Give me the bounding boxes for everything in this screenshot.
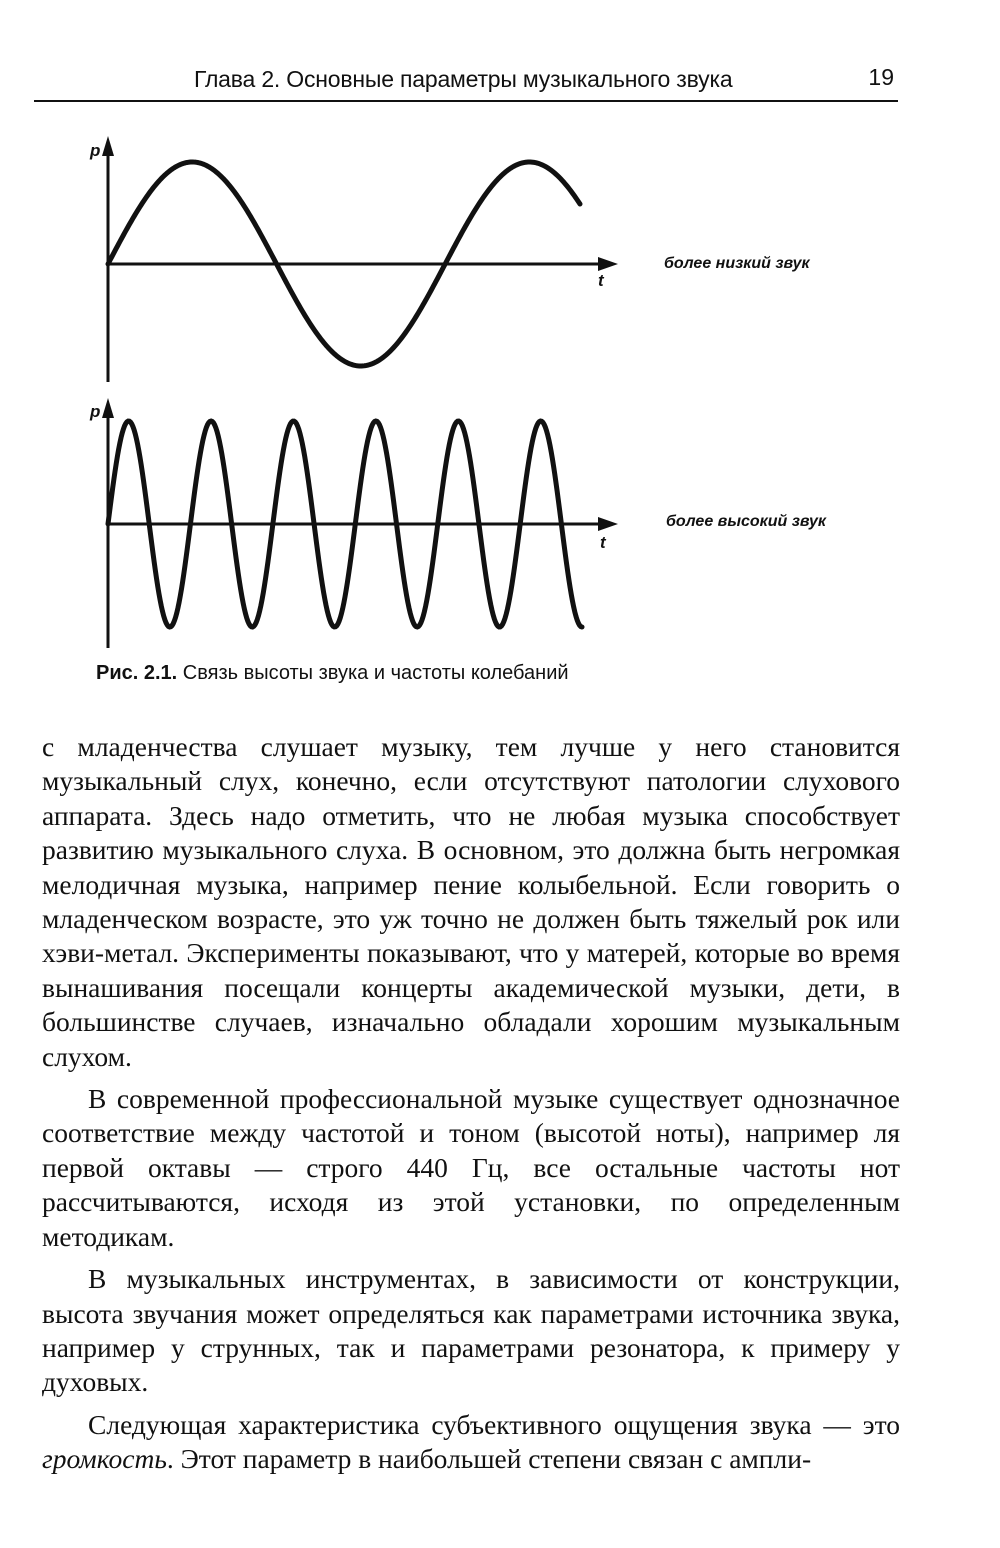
- y-axis-label: p: [90, 402, 101, 421]
- panel-low-frequency: [89, 136, 810, 382]
- figure-caption: [96, 662, 569, 685]
- frequency-figure: [0, 0, 1000, 700]
- high-sound-label: более высокий звук: [666, 513, 826, 530]
- page-number: 19: [868, 64, 894, 90]
- paragraph-text: . Этот параметр в наибольшей степени связан с ампли-: [166, 1443, 812, 1475]
- y-axis-label: p: [90, 141, 101, 160]
- caption-text: Связь высоты звука и частоты колебаний: [177, 662, 569, 684]
- x-axis-arrow: [598, 517, 618, 531]
- body-text: [42, 730, 900, 1485]
- x-axis-label: t: [598, 271, 604, 290]
- paragraph: В современной профессиональной музыке существует однозначное соответствие между частотой и тоном (высотой ноты), например ля первой октавы — строго 440 Гц, все остальные частоты нот рассчитываются, исходя из этой установки, по определенным методикам.: [42, 1083, 900, 1252]
- paragraph: [42, 1408, 900, 1477]
- y-axis-arrow: [102, 136, 114, 156]
- x-axis-arrow: [598, 257, 618, 271]
- paragraph: В музыкальных инструментах, в зависимости от конструкции, высота звучания может определяться как параметрами источника звука, например у струнных, так и параметрами резонатора, к примеру у духовых.: [42, 1263, 900, 1398]
- caption-prefix: Рис. 2.1.: [96, 662, 178, 684]
- x-axis-label: t: [600, 533, 606, 552]
- low-sound-label: более низкий звук: [664, 255, 810, 272]
- y-axis-arrow: [102, 398, 114, 418]
- panel-high-frequency: [89, 398, 827, 648]
- paragraph: с младенчества слушает музыку, тем лучше у него становится музыкальный слух, конечно, если отсутствуют патологии слухового аппарата. Здесь надо отметить, что не любая музыка способствует развитию музыкального слуха. В основном, это должна быть негромкая мелодичная музыка, например пение колыбельной. Если говорить о младенческом возрасте, это уж точно не должен быть тяжелый рок или хэви-метал. Эксперименты показывают, что у матерей, которые во время вынашивания посещали концерты академической музыки, дети, в большинстве случаев, изначально обладали хорошим музыкальным слухом.: [42, 731, 900, 1072]
- term-loudness: громкость: [42, 1443, 167, 1475]
- chapter-title: Глава 2. Основные параметры музыкального звука: [194, 66, 733, 92]
- paragraph-text: Следующая характеристика субъективного ощущения звука — это: [88, 1408, 900, 1440]
